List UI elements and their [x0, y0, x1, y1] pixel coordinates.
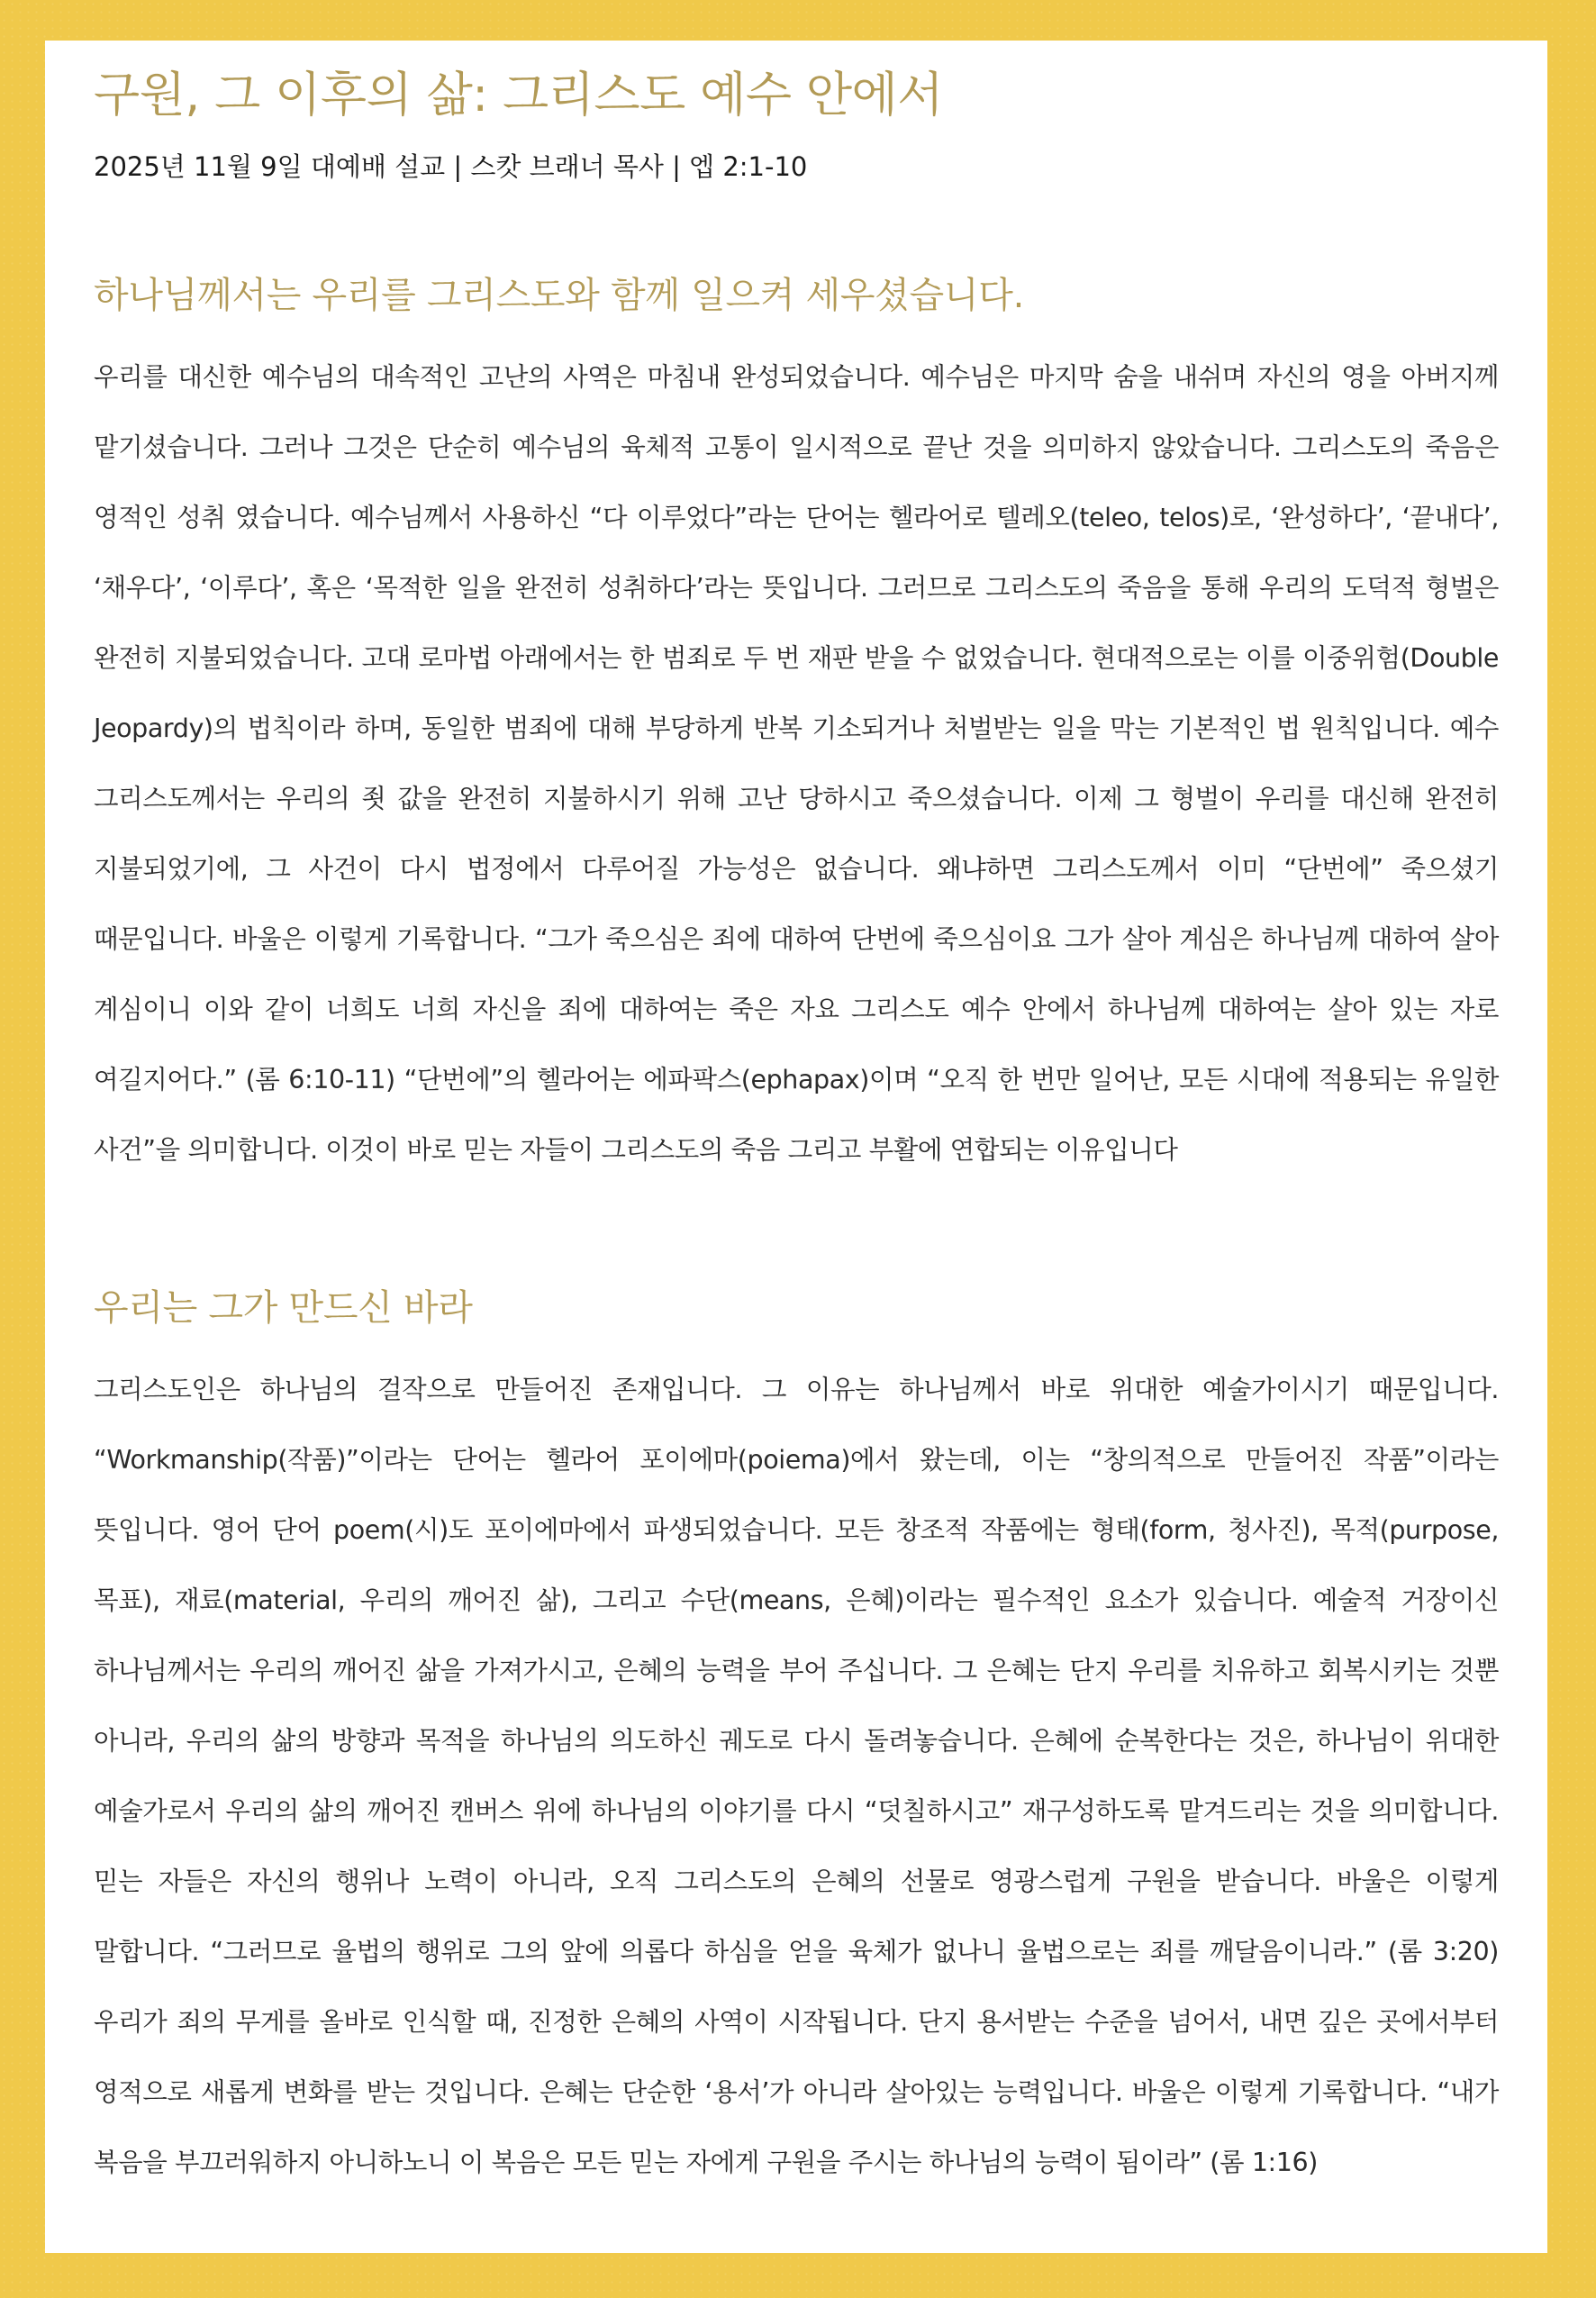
section-heading-raised-with-christ: 하나님께서는 우리를 그리스도와 함께 일으켜 세우셨습니다. [94, 275, 1024, 316]
document-page [45, 41, 1547, 2253]
section-heading-his-workmanship: 우리는 그가 만드신 바라 [94, 1287, 473, 1329]
document-title: 구원, 그 이후의 삶: 그리스도 예수 안에서 [94, 68, 943, 123]
section-body-his-workmanship: 그리스도인은 하나님의 걸작으로 만들어진 존재입니다. 그 이유는 하나님께서 바로 위대한 예술가이시기 때문입니다. “Workmanship(작품)”이라는 단어는 헬라어 포이에마(poiema)에서 왔는데, 이는 “창의적으로 만들어진 작품”이라는 뜻입니다. 영어 단어 poem(시)도 포이에마에서 파생되었습니다. 모든 창조적 작품에는 형태(form, 청사진), 목적(purpose, 목표), 재료(material, 우리의 깨어진 삶), 그리고 수단(means, 은혜)이라는 필수적인 요소가 있습니다. 예술적 거장이신 하나님께서는 우리의 깨어진 삶을 가져가시고, 은혜의 능력을 부어 주십니다. 그 은혜는 단지 우리를 치유하고 회복시키는 것뿐 아니라, 우리의 삶의 방향과 목적을 하나님의 의도하신 궤도로 다시 돌려놓습니다. 은혜에 순복한다는 것은, 하나님이 위대한 예술가로서 우리의 삶의 깨어진 캔버스 위에 하나님의 이야기를 다시 “덧칠하시고” 재구성하도록 맡겨드리는 것을 의미합니다. 믿는 자들은 자신의 행위나 노력이 아니라, 오직 그리스도의 은혜의 선물로 영광스럽게 구원을 받습니다. 바울은 이렇게 말합니다. “그러므로 율법의 행위로 그의 앞에 의롭다 하심을 얻을 육체가 없나니 율법으로는 죄를 깨달음이니라.” (롬 3:20) 우리가 죄의 무게를 올바로 인식할 때, 진정한 은혜의 사역이 시작됩니다. 단지 용서받는 수준을 넘어서, 내면 깊은 곳에서부터 영적으로 새롭게 변화를 받는 것입니다. 은혜는 단순한 ‘용서’가 아니라 살아있는 능력입니다. 바울은 이렇게 기록합니다. “내가 복음을 부끄러워하지 아니하노니 이 복음은 모든 믿는 자에게 구원을 주시는 하나님의 능력이 됨이라” (롬 1:16) [94, 1375, 1499, 2177]
section-body-raised-with-christ: 우리를 대신한 예수님의 대속적인 고난의 사역은 마침내 완성되었습니다. 예수님은 마지막 숨을 내쉬며 자신의 영을 아버지께 맡기셨습니다. 그러나 그것은 단순히 예수님의 육체적 고통이 일시적으로 끝난 것을 의미하지 않았습니다. 그리스도의 죽음은 영적인 성취 였습니다. 예수님께서 사용하신 “다 이루었다”라는 단어는 헬라어로 텔레오(teleo, telos)로, ‘완성하다’, ‘끝내다’, ‘채우다’, ‘이루다’, 혹은 ‘목적한 일을 완전히 성취하다’라는 뜻입니다. 그러므로 그리스도의 죽음을 통해 우리의 도덕적 형벌은 완전히 지불되었습니다. 고대 로마법 아래에서는 한 범죄로 두 번 재판 받을 수 없었습니다. 현대적으로는 이를 이중위험(Double Jeopardy)의 법칙이라 하며, 동일한 범죄에 대해 부당하게 반복 기소되거나 처벌받는 일을 막는 기본적인 법 원칙입니다. 예수 그리스도께서는 우리의 죗 값을 완전히 지불하시기 위해 고난 당하시고 죽으셨습니다. 이제 그 형벌이 우리를 대신해 완전히 지불되었기에, 그 사건이 다시 법정에서 다루어질 가능성은 없습니다. 왜냐하면 그리스도께서 이미 “단번에” 죽으셨기 때문입니다. 바울은 이렇게 기록합니다. “그가 죽으심은 죄에 대하여 단번에 죽으심이요 그가 살아 계심은 하나님께 대하여 살아 계심이니 이와 같이 너희도 너희 자신을 죄에 대하여는 죽은 자요 그리스도 예수 안에서 하나님께 대하여는 살아 있는 자로 여길지어다.” (롬 6:10-11) “단번에”의 헬라어는 에파팍스(ephapax)이며 “오직 한 번만 일어난, 모든 시대에 적용되는 유일한 사건”을 의미합니다. 이것이 바로 믿는 자들이 그리스도의 죽음 그리고 부활에 연합되는 이유입니다 [94, 362, 1499, 1165]
sermon-meta-line: 2025년 11월 9일 대예배 설교 | 스캇 브래너 목사 | 엡 2:1-10 [94, 151, 808, 182]
